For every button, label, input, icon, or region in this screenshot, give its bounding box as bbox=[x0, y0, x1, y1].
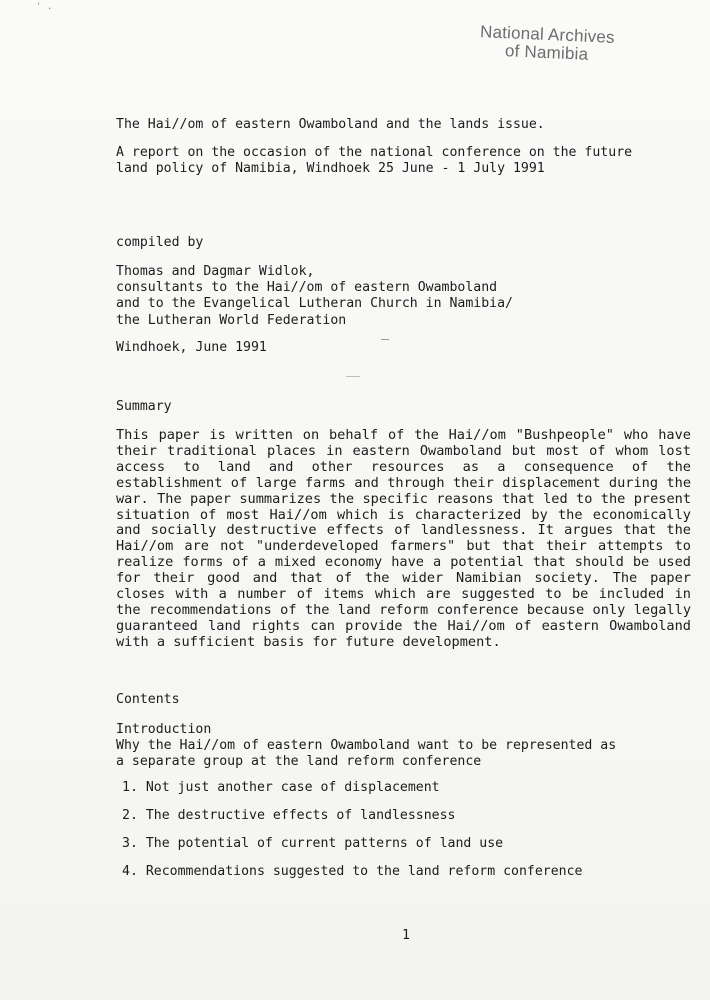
stamp-line-2: of Namibia bbox=[504, 41, 589, 64]
document-subtitle: A report on the occasion of the national conference on the future land policy of Namibia, Windhoek 25 June - 1 July 1991 bbox=[116, 145, 633, 177]
document-title: The Hai//om of eastern Owamboland and the lands issue. bbox=[116, 117, 545, 132]
authors-block: Thomas and Dagmar Widlok, consultants to the Hai//om of eastern Owamboland and to the Evangelical Lutheran Church in Namibia/ the Lutheran World Federation bbox=[116, 264, 513, 328]
summary-paragraph: This paper is written on behalf of the Hai//om "Bushpeople" who have their traditional places in eastern Owamboland but most of whom lost access to land and other resources as a consequence of the establishment of large farms and through their displacement during the war. The paper summarizes the specific reasons that led to the present situation of most Hai//om which is characterized by the economically and socially destructive effects of landlessness. It argues that the Hai//om are not "underdeveloped farmers" but that their attempts to realize forms of a mixed economy have a potential that should be used for their good and that of the wider Namibian society. The paper closes with a number of items which are suggested to be included in the recommendations of the land reform conference because only legally guaranteed land rights can provide the Hai//om of eastern Owamboland with a sufficient basis for future development. bbox=[116, 427, 691, 650]
place-and-date: Windhoek, June 1991 bbox=[116, 340, 267, 355]
stamp-line-1: National Archives bbox=[479, 22, 616, 47]
stray-mark bbox=[346, 376, 360, 377]
corner-mark: ' . bbox=[36, 2, 53, 12]
contents-item: 3. The potential of current patterns of land use bbox=[122, 836, 504, 851]
stray-mark bbox=[381, 339, 389, 340]
contents-item: 2. The destructive effects of landlessness bbox=[122, 808, 456, 823]
contents-introduction-description: Why the Hai//om of eastern Owamboland want to be represented as a separate group at the land reform conference bbox=[116, 738, 617, 770]
compiled-by-label: compiled by bbox=[116, 235, 204, 250]
page-number: 1 bbox=[402, 928, 410, 943]
contents-item: 4. Recommendations suggested to the land reform conference bbox=[122, 864, 583, 879]
contents-item: 1. Not just another case of displacement bbox=[122, 780, 440, 795]
summary-heading: Summary bbox=[116, 399, 172, 414]
archive-stamp bbox=[461, 22, 632, 65]
contents-introduction: Introduction bbox=[116, 722, 212, 737]
contents-heading: Contents bbox=[116, 692, 180, 707]
